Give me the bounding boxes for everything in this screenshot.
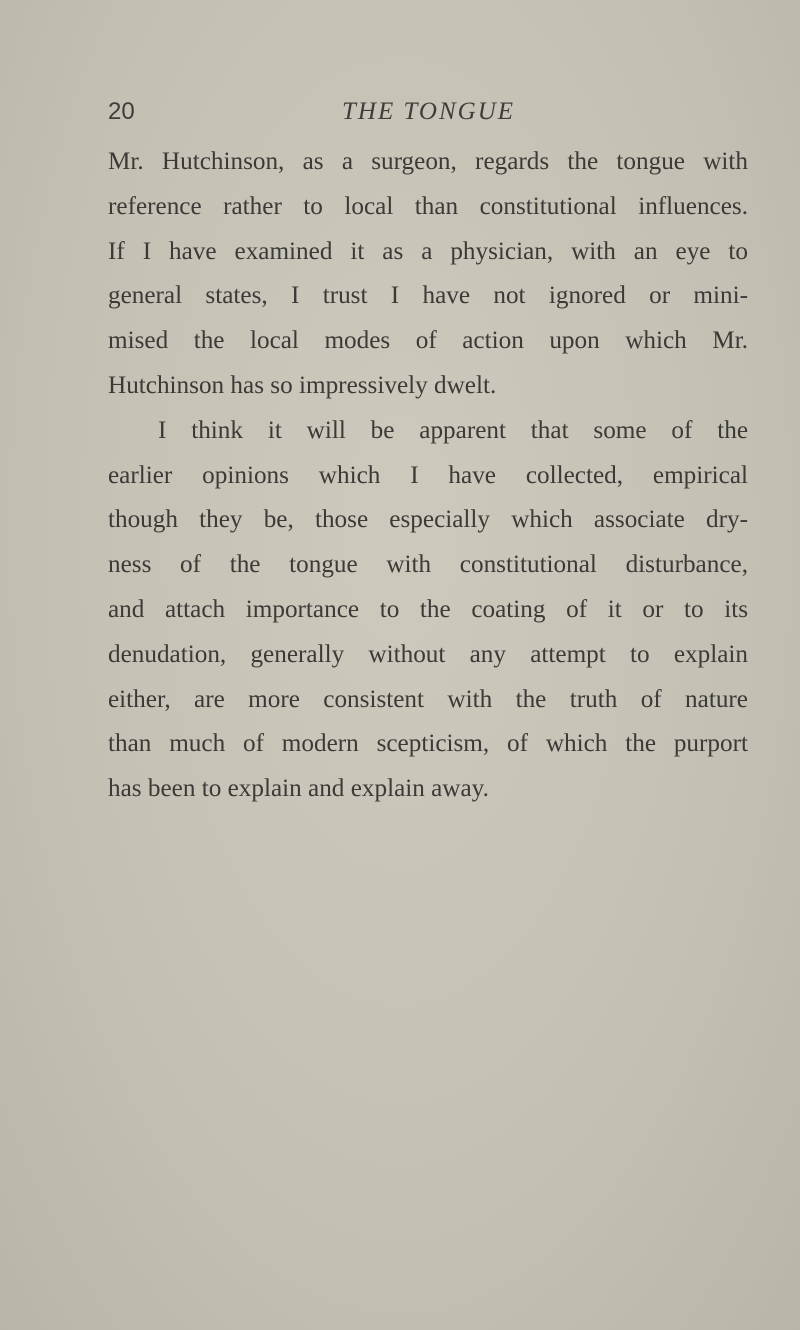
text-line: though they be, those especially which associate dry-: [108, 506, 748, 534]
running-title: THE TONGUE: [342, 98, 516, 125]
text-line: denudation, generally without any attempt to explain: [108, 640, 748, 668]
text-line: ness of the tongue with constitutional disturbance,: [108, 551, 748, 579]
text-line: earlier opinions which I have collected, empirical: [108, 461, 748, 489]
running-head: [108, 94, 748, 130]
text-line: has been to explain and explain away.: [108, 775, 489, 803]
text-line: and attach importance to the coating of it or to its: [108, 595, 748, 623]
text-line: I think it will be apparent that some of the: [158, 416, 748, 444]
text-line: Mr. Hutchinson, as a surgeon, regards the tongue with: [108, 148, 748, 175]
text-line: reference rather to local than constitutional influences.: [108, 192, 748, 220]
page-number: 20: [108, 98, 135, 125]
text-line: than much of modern scepticism, of which the purport: [108, 730, 748, 758]
text-line: either, are more consistent with the truth of nature: [108, 685, 748, 713]
body-text: [108, 140, 748, 812]
text-line: If I have examined it as a physician, with an eye to: [108, 237, 748, 265]
text-line: general states, I trust I have not ignored or mini-: [108, 282, 748, 310]
text-line: mised the local modes of action upon which Mr.: [108, 327, 748, 355]
text-line: Hutchinson has so impressively dwelt.: [108, 371, 497, 399]
